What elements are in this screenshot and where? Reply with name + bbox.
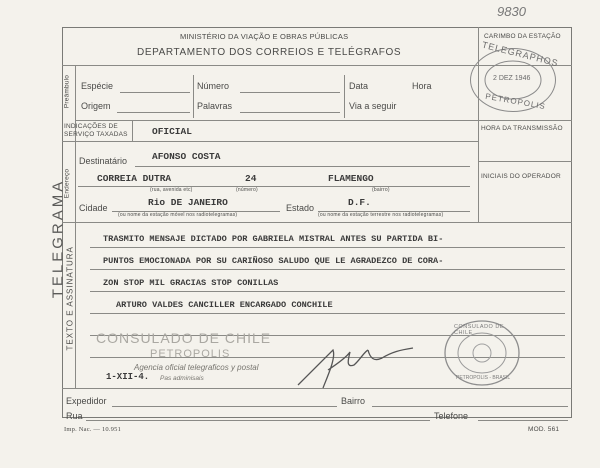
preambulo-side-label: Preâmbulo: [63, 74, 71, 109]
message-text-3: ZON STOP MIL GRACIAS STOP CONILLAS: [103, 278, 279, 288]
consul-stamp-line3: Agencia oficial telegraficos y postal: [134, 363, 259, 372]
telefone-line[interactable]: [478, 420, 568, 421]
origem-label: Origem: [81, 101, 111, 111]
bairro-value: FLAMENGO: [328, 173, 374, 184]
especie-line[interactable]: [120, 92, 190, 93]
expedidor-line[interactable]: [112, 406, 337, 407]
rua-value: CORREIA DUTRA: [97, 173, 172, 184]
bairro-sublabel: (bairro): [372, 187, 390, 193]
postmark-date: 2 DEZ 1946: [493, 75, 531, 82]
postmark-bottom: PETROPOLIS: [484, 91, 547, 112]
indicacoes-label: INDICAÇÕES DE SERVIÇO TAXADAS: [64, 123, 128, 138]
rule-mid-preamble: [193, 75, 194, 118]
station-postmark: [470, 39, 560, 112]
via-label: Via a seguir: [349, 101, 397, 111]
mod-footer: MOD. 561: [528, 426, 560, 433]
rua-footer-line[interactable]: [86, 420, 430, 421]
numero-label: Número: [197, 81, 230, 91]
consul-stamp-line4: Pas adminisais: [160, 375, 204, 382]
rule-address: [62, 222, 572, 223]
telefone-label: Telefone: [434, 411, 469, 421]
palavras-label: Palavras: [197, 101, 233, 111]
numero-line[interactable]: [240, 92, 340, 93]
message-line-4: [90, 313, 565, 314]
rule-indicacoes: [62, 141, 478, 142]
message-text-1: TRASMITO MENSAJE DICTADO POR GABRIELA MISTRAL ANTES SU PARTIDA BI-: [103, 234, 444, 244]
cidade-sublabel: (ou nome da estação móvel nos radiotelegramas): [118, 212, 238, 218]
postmark-top: TELEGRAPHOS: [480, 39, 560, 69]
cidade-label: Cidade: [79, 203, 108, 213]
estado-label: Estado: [286, 203, 315, 213]
numero-value: 24: [245, 173, 257, 184]
message-text-2: PUNTOS EMOCIONADA POR SU CARIÑOSO SALUDO QUE LE AGRADEZCO DE CORA-: [103, 256, 444, 266]
corner-number: 9830: [497, 4, 526, 19]
rule-side-left: [75, 65, 76, 388]
rule-right-col-mid: [478, 161, 572, 162]
consulate-seal: [442, 318, 522, 388]
rule-preamble-top: [75, 120, 572, 121]
imp-footer: Imp. Nac. — 10.951: [64, 426, 122, 433]
message-line-2: [90, 269, 565, 270]
oficial-value: OFICIAL: [152, 126, 192, 137]
seal-top-text: CONSULADO DE CHILE: [454, 324, 505, 336]
date-mark: 1-XII-4.: [106, 372, 150, 382]
numero-sublabel: (número): [236, 187, 258, 193]
signature: [288, 330, 428, 400]
consul-stamp-line1: CONSULADO DE CHILE: [96, 330, 272, 346]
telegrama-side-title: TELEGRAMA: [49, 178, 67, 299]
rua-line[interactable]: [78, 186, 470, 187]
seal-bottom-text: PETROPOLIS - BRASIL: [456, 375, 511, 381]
bairro-line[interactable]: [372, 406, 568, 407]
destinatario-value: AFONSO COSTA: [152, 151, 221, 162]
bairro-label: Bairro: [341, 396, 366, 406]
iniciais-label: INICIAIS DO OPERADOR: [481, 173, 561, 180]
hora-label: Hora: [412, 81, 432, 91]
hora-transmissao-label: HORA DA TRANSMISSÃO: [481, 125, 563, 132]
destinatario-line[interactable]: [135, 166, 470, 167]
destinatario-label: Destinatário: [79, 156, 128, 166]
rua-sublabel: (rua, avenida etc): [150, 187, 193, 193]
rule-mid-preamble-2: [344, 75, 345, 118]
indicacoes-divider: [132, 120, 133, 141]
palavras-line[interactable]: [240, 112, 340, 113]
texto-side-label: TEXTO E ASSINATURA: [65, 246, 75, 351]
ministry-title: MINISTÉRIO DA VIAÇÃO E OBRAS PÚBLICAS: [180, 32, 349, 41]
origem-line[interactable]: [117, 112, 190, 113]
data-label: Data: [349, 81, 369, 91]
consul-stamp-line2: PETROPOLIS: [150, 348, 231, 360]
message-line-1: [90, 247, 565, 248]
message-text-4: ARTURO VALDES CANCILLER ENCARGADO CONCHILE: [116, 300, 333, 310]
endereco-side-label: Endereço: [63, 168, 71, 199]
carimbo-label: CARIMBO DA ESTAÇÃO: [484, 33, 561, 40]
especie-label: Espécie: [81, 81, 114, 91]
cidade-value: Rio DE JANEIRO: [148, 197, 228, 208]
expedidor-label: Expedidor: [66, 396, 107, 406]
message-line-3: [90, 291, 565, 292]
rua-label: Rua: [66, 411, 83, 421]
estado-value: D.F.: [348, 197, 371, 208]
estado-sublabel: (ou nome da estação terrestre nos radiotelegramas): [318, 212, 444, 218]
department-title: DEPARTAMENTO DOS CORREIOS E TELÉGRAFOS: [137, 47, 402, 58]
